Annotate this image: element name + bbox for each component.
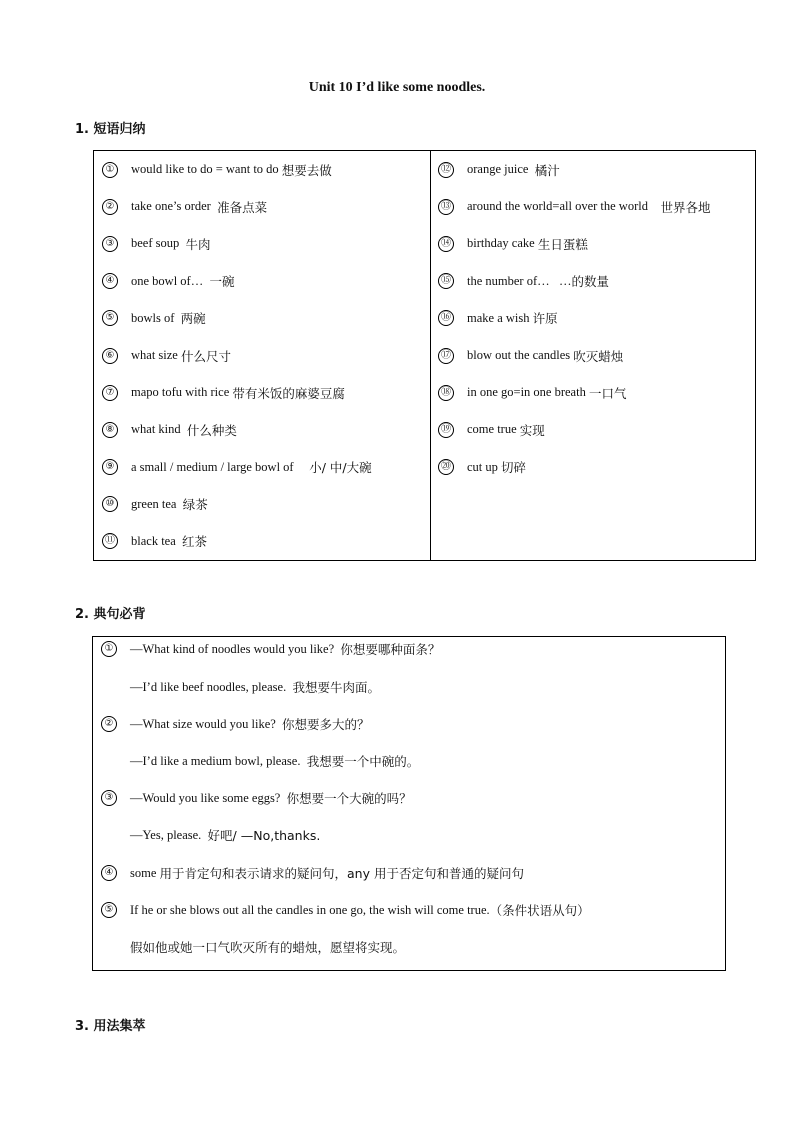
sentence-chinese: 假如他或她一口气吹灭所有的蜡烛，愿望将实现。: [130, 940, 406, 955]
phrase-row: [438, 225, 750, 262]
phrase-row: [102, 151, 424, 188]
sentence-chinese: 好吧/ —No,thanks.: [207, 828, 321, 843]
sentence-chinese: 用于肯定句和表示请求的疑问句，any 用于否定句和普通的疑问句: [159, 866, 524, 881]
page-title: Unit 10 I’d like some noodles.: [308, 80, 486, 95]
sentence-english: If he or she blows out all the candles in one go, the wish will come true.: [130, 902, 490, 917]
sentence-english: —Yes, please.: [130, 827, 208, 842]
sentence-english: —Would you like some eggs?: [130, 790, 287, 805]
item-number: ⑱: [438, 385, 454, 401]
item-number: ①: [101, 641, 117, 657]
phrase-chinese: 红茶: [182, 534, 208, 550]
phrase-english: around the world=all over the world: [467, 199, 661, 214]
phrase-chinese: 的数量: [571, 274, 610, 290]
sentence-row: [130, 825, 717, 845]
item-number: ⑪: [102, 533, 118, 549]
sentence-chinese: 我想要一个中碗的。: [306, 754, 420, 769]
phrase-column-right: [438, 151, 750, 486]
phrase-chinese: 牛肉: [185, 236, 211, 252]
phrase-english: orange juice: [467, 162, 535, 177]
sentence-english: —What kind of noodles would you like?: [130, 641, 341, 656]
section-heading-phrases: 1. 短语归纳: [75, 122, 146, 137]
sentence-chinese: 你想要一个大碗的吗？: [286, 791, 412, 806]
item-number: ⑤: [101, 902, 117, 918]
item-number: ②: [101, 716, 117, 732]
phrase-chinese: 世界各地: [660, 199, 711, 215]
phrase-column-left: [102, 151, 424, 560]
phrase-chinese: 带有米饭的麻婆豆腐: [232, 385, 345, 401]
section-heading-usage: 3. 用法集萃: [75, 1019, 146, 1034]
sentence-row: [101, 714, 717, 734]
sentence-english: some: [130, 865, 160, 880]
section-heading-sentences: 2. 典句必背: [75, 607, 146, 622]
phrase-chinese: 什么种类: [186, 422, 237, 438]
item-number: ⑳: [438, 459, 454, 475]
phrase-english: green tea: [131, 496, 183, 511]
sentence-row: [101, 900, 717, 920]
item-number: ⑯: [438, 310, 454, 326]
phrase-chinese: 许原: [532, 311, 558, 327]
phrase-english: bowls of: [131, 310, 181, 325]
phrase-chinese: 准备点菜: [217, 199, 268, 215]
phrase-chinese: 一碗: [209, 274, 235, 290]
phrase-english: come true: [467, 422, 520, 437]
phrase-english: cut up: [467, 459, 502, 474]
item-number: ②: [102, 199, 118, 215]
phrase-english: one bowl of…: [131, 273, 210, 288]
item-number: ⑲: [438, 422, 454, 438]
sentence-chinese: （条件状语从句）: [489, 903, 590, 918]
item-number: ③: [102, 236, 118, 252]
item-number: ③: [101, 790, 117, 806]
phrase-chinese: 绿茶: [182, 497, 208, 513]
item-number: ⑧: [102, 422, 118, 438]
item-number: ⑩: [102, 496, 118, 512]
table-divider: [430, 151, 431, 560]
sentence-row: [101, 788, 717, 808]
phrase-row: [102, 225, 424, 262]
sentence-english: —I’d like beef noodles, please.: [130, 679, 293, 694]
phrase-english: would like to do = want to do: [131, 162, 282, 177]
sentence-chinese: 我想要牛肉面。: [292, 680, 380, 695]
item-number: ⑬: [438, 199, 454, 215]
item-number: ⑫: [438, 162, 454, 178]
phrase-row: [438, 449, 750, 486]
phrase-row: [102, 523, 424, 560]
phrase-row: [438, 263, 750, 300]
phrase-english: make a wish: [467, 310, 533, 325]
phrase-chinese: 小/ 中/大碗: [309, 460, 372, 476]
sentence-english: —What size would you like?: [130, 716, 283, 731]
phrase-row: [438, 337, 750, 374]
phrase-row: [102, 449, 424, 486]
phrase-english: what size: [131, 348, 181, 363]
phrase-table: [93, 150, 756, 561]
item-number: ⑮: [438, 273, 454, 289]
phrase-row: [438, 151, 750, 188]
phrase-chinese: 一口气: [588, 385, 627, 401]
phrase-english: mapo tofu with rice: [131, 385, 233, 400]
item-number: ④: [102, 273, 118, 289]
phrase-english: what kind: [131, 422, 187, 437]
sentence-english: —I’d like a medium bowl, please.: [130, 753, 307, 768]
phrase-row: [102, 300, 424, 337]
phrase-row: [438, 300, 750, 337]
phrase-english: beef soup: [131, 236, 186, 251]
phrase-chinese: 橘汁: [534, 162, 560, 178]
phrase-row: [102, 411, 424, 448]
phrase-english: the number of… …: [467, 273, 572, 288]
sentence-chinese: 你想要哪种面条？: [340, 642, 441, 657]
phrase-chinese: 想要去做: [281, 162, 332, 178]
item-number: ⑰: [438, 348, 454, 364]
phrase-chinese: 生日蛋糕: [537, 236, 588, 252]
phrase-row: [102, 374, 424, 411]
item-number: ①: [102, 162, 118, 178]
phrase-row: [102, 337, 424, 374]
phrase-chinese: 切碎: [501, 460, 527, 476]
item-number: ⑥: [102, 348, 118, 364]
item-number: ⑤: [102, 310, 118, 326]
phrase-row: [102, 486, 424, 523]
sentence-row: [101, 639, 717, 659]
sentence-row: [130, 677, 717, 697]
phrase-row: [102, 263, 424, 300]
phrase-chinese: 什么尺寸: [180, 348, 231, 364]
phrase-english: in one go=in one breath: [467, 385, 589, 400]
phrase-row: [102, 188, 424, 225]
sentence-row: [101, 863, 717, 883]
item-number: ⑦: [102, 385, 118, 401]
phrase-english: black tea: [131, 533, 183, 548]
phrase-row: [438, 188, 750, 225]
item-number: ⑭: [438, 236, 454, 252]
item-number: ⑨: [102, 459, 118, 475]
phrase-row: [438, 374, 750, 411]
phrase-english: birthday cake: [467, 236, 538, 251]
phrase-english: take one’s order: [131, 199, 218, 214]
phrase-chinese: 吹灭蜡烛: [573, 348, 624, 364]
sentence-chinese: 你想要多大的？: [282, 717, 370, 732]
sentence-row: [130, 751, 717, 771]
phrase-chinese: 实现: [519, 422, 545, 438]
phrase-row: [438, 411, 750, 448]
phrase-english: blow out the candles: [467, 348, 574, 363]
phrase-chinese: 两碗: [180, 311, 206, 327]
sentence-row: [130, 937, 717, 957]
sentence-table: [92, 636, 726, 971]
phrase-english: a small / medium / large bowl of: [131, 459, 310, 474]
item-number: ④: [101, 865, 117, 881]
